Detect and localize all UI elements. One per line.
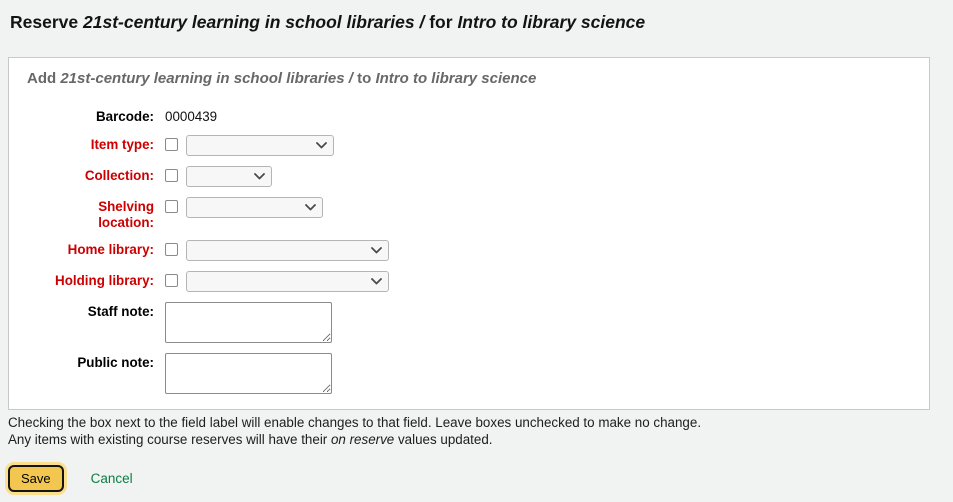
public-note-textarea[interactable] bbox=[165, 353, 332, 394]
hint-line-2-post: values updated. bbox=[394, 431, 493, 447]
field-row-barcode bbox=[19, 106, 919, 125]
field-row-collection bbox=[19, 165, 919, 187]
shelving-location-select[interactable] bbox=[186, 197, 323, 218]
page-title-connector: for bbox=[429, 12, 453, 32]
form-actions bbox=[8, 465, 953, 492]
barcode-value: 0000439 bbox=[165, 109, 218, 124]
holding-library-select-wrap bbox=[186, 271, 389, 292]
shelving-location-select-wrap bbox=[186, 197, 323, 218]
staff-note-textarea[interactable] bbox=[165, 302, 332, 343]
collection-label: Collection: bbox=[84, 167, 154, 183]
field-row-item-type bbox=[19, 134, 919, 156]
form-hints bbox=[8, 415, 953, 448]
hint-line-2-italic: on reserve bbox=[330, 431, 395, 447]
item-type-checkbox[interactable] bbox=[165, 138, 178, 151]
save-button[interactable]: Save bbox=[8, 465, 64, 492]
hint-line-1: Checking the box next to the field label will enable changes to that field. Leave boxes unchecked to make no change. bbox=[8, 415, 702, 431]
holding-library-select[interactable] bbox=[186, 271, 389, 292]
shelving-location-checkbox[interactable] bbox=[165, 200, 178, 213]
barcode-label: Barcode: bbox=[95, 109, 154, 124]
field-row-public-note bbox=[19, 352, 919, 394]
collection-select[interactable] bbox=[186, 166, 272, 187]
page-title-action: Reserve bbox=[10, 12, 79, 32]
field-row-shelving-location bbox=[19, 196, 919, 231]
item-type-select-wrap bbox=[186, 135, 334, 156]
staff-note-label: Staff note: bbox=[87, 304, 154, 320]
shelving-location-label: Shelving location: bbox=[98, 198, 154, 230]
hint-line-2-pre: Any items with existing course reserves will have their bbox=[8, 431, 331, 447]
holding-library-checkbox[interactable] bbox=[165, 274, 178, 287]
panel-heading-connector: to bbox=[357, 70, 372, 87]
field-row-home-library bbox=[19, 239, 919, 261]
item-type-select[interactable] bbox=[186, 135, 334, 156]
cancel-link[interactable]: Cancel bbox=[90, 471, 133, 487]
panel-heading-item: 21st-century learning in school libraries / bbox=[60, 70, 353, 87]
holding-library-label: Holding library: bbox=[55, 273, 154, 289]
home-library-select[interactable] bbox=[186, 240, 389, 261]
hint-line-2 bbox=[8, 432, 953, 448]
page-title bbox=[10, 12, 953, 33]
panel-heading-course: Intro to library science bbox=[375, 70, 537, 87]
page-title-item: 21st-century learning in school libraries / bbox=[83, 12, 425, 32]
panel-heading bbox=[27, 70, 919, 88]
home-library-label: Home library: bbox=[67, 242, 154, 258]
public-note-label: Public note: bbox=[77, 355, 154, 371]
item-type-label: Item type: bbox=[90, 136, 154, 152]
collection-select-wrap bbox=[186, 166, 272, 187]
page-title-course: Intro to library science bbox=[457, 12, 646, 32]
field-row-staff-note bbox=[19, 301, 919, 343]
panel-heading-action: Add bbox=[27, 70, 57, 87]
add-item-panel bbox=[8, 57, 930, 410]
field-row-holding-library bbox=[19, 270, 919, 292]
collection-checkbox[interactable] bbox=[165, 169, 178, 182]
home-library-select-wrap bbox=[186, 240, 389, 261]
home-library-checkbox[interactable] bbox=[165, 243, 178, 256]
